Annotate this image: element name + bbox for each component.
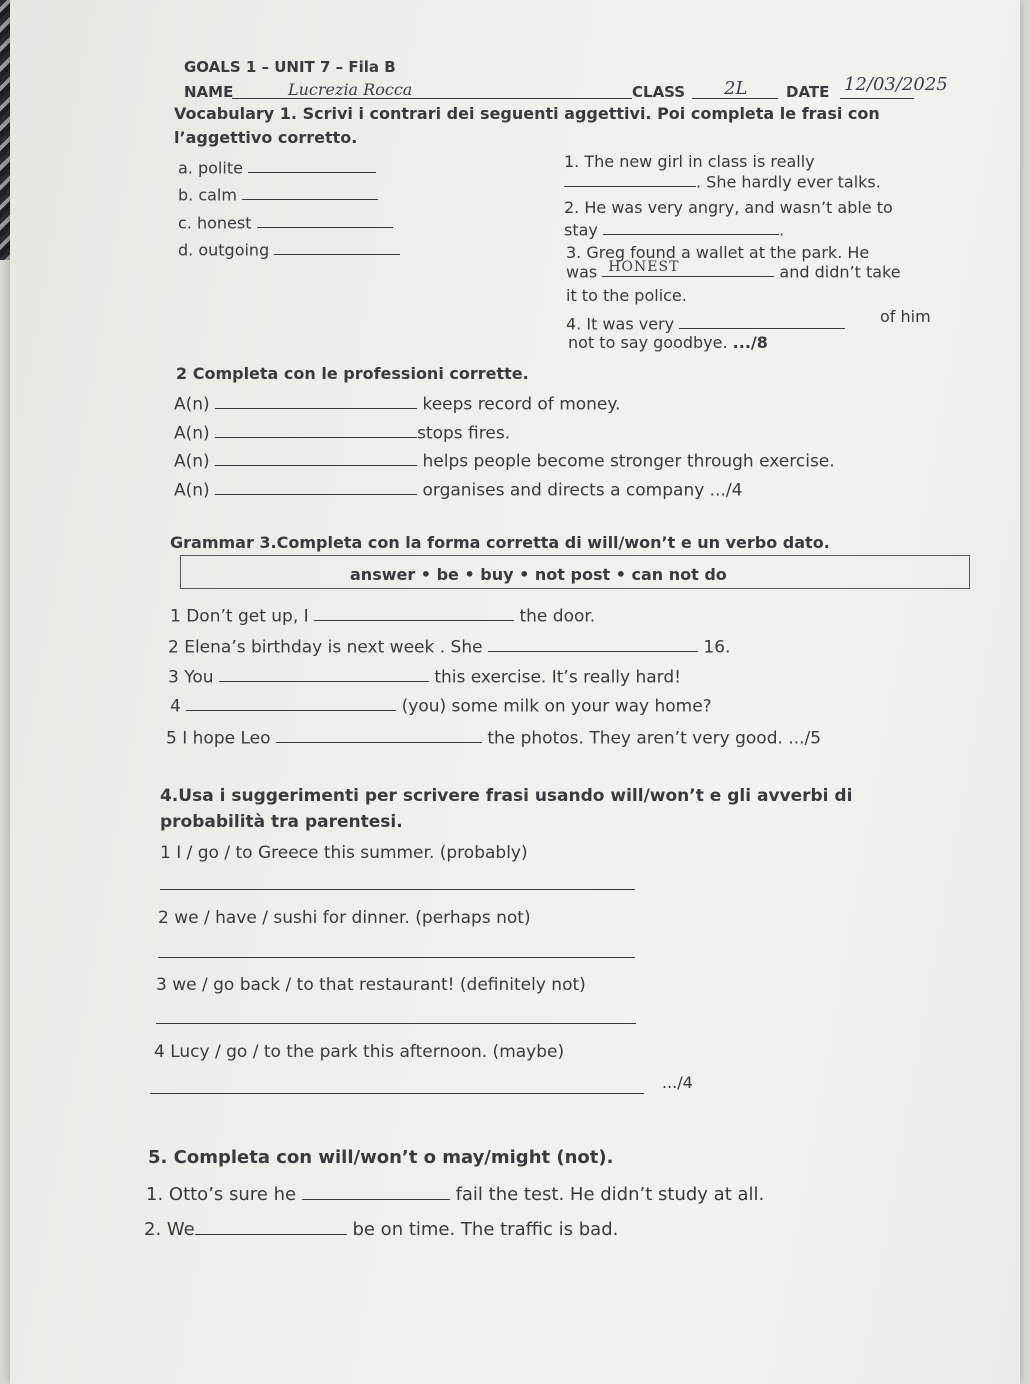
ex1-title-line2: l’aggettivo corretto. — [174, 128, 358, 147]
ex1-word-a: a. polite — [178, 158, 376, 177]
ex3-score: .../5 — [788, 728, 822, 749]
answer-blank[interactable] — [564, 172, 696, 187]
ex4-title-line1: 4.Usa i suggerimenti per scrivere frasi usando will/won’t e gli avverbi di — [160, 786, 853, 806]
ex3-s3: 3 You this exercise. It’s really hard! — [168, 667, 681, 688]
ex3-s1: 1 Don’t get up, I the door. — [170, 606, 596, 627]
ex1-word-d: d. outgoing — [178, 240, 400, 259]
ex1-s1-line2: . She hardly ever talks. — [564, 172, 881, 191]
ex1-word-c: c. honest — [178, 213, 393, 232]
ex2-item-4: A(n) organises and directs a company .../4 — [174, 480, 743, 501]
ex5-s1: 1. Otto’s sure he fail the test. He didn’t study at all. — [146, 1184, 765, 1206]
name-label: NAME — [184, 83, 234, 101]
answer-blank[interactable] — [215, 479, 417, 495]
answer-line[interactable] — [150, 1093, 644, 1094]
ex3-title: Grammar 3.Completa con la forma corretta di will/won’t e un verbo dato. — [170, 533, 830, 552]
ex1-word-b: b. calm — [178, 185, 378, 204]
worksheet-page — [10, 0, 1020, 1384]
answer-blank[interactable] — [215, 422, 417, 438]
answer-blank[interactable] — [215, 393, 417, 409]
ex1-title-line1: Vocabulary 1. Scrivi i contrari dei seguenti aggettivi. Poi completa le frasi con — [174, 104, 880, 123]
class-value: 2L — [724, 78, 748, 99]
answer-blank[interactable] — [603, 220, 779, 235]
wordbox-words: answer • be • buy • not post • can not do — [350, 565, 727, 584]
ex1-s3-answer: HONEST — [608, 259, 680, 275]
answer-blank[interactable] — [602, 259, 774, 277]
answer-blank[interactable] — [186, 695, 396, 711]
ex3-s5: 5 I hope Leo the photos. They aren’t very good. .../5 — [166, 728, 822, 749]
ex5-title: 5. Completa con will/won’t o may/might (not). — [148, 1147, 614, 1168]
answer-blank[interactable] — [242, 185, 378, 200]
worksheet-title: GOALS 1 – UNIT 7 – Fila B — [184, 58, 396, 76]
date-label: DATE — [786, 83, 830, 101]
answer-blank[interactable] — [302, 1183, 450, 1200]
ex1-s2-line2: stay . — [564, 220, 785, 240]
ex3-s4: 4 (you) some milk on your way home? — [170, 696, 712, 717]
ex1-s1-line1: 1. The new girl in class is really — [564, 152, 815, 171]
ex4-item-1: 1 I / go / to Greece this summer. (probably) — [160, 843, 528, 863]
answer-blank[interactable] — [274, 240, 400, 255]
answer-blank[interactable] — [488, 636, 698, 652]
answer-blank[interactable] — [257, 213, 393, 228]
ex2-title: 2 Completa con le professioni corrette. — [176, 364, 529, 383]
ex3-s2: 2 Elena’s birthday is next week . She 16. — [168, 637, 731, 658]
ex1-s4-line1: 4. It was very — [566, 314, 845, 333]
answer-blank[interactable] — [195, 1218, 347, 1235]
ex4-item-2: 2 we / have / sushi for dinner. (perhaps not) — [158, 908, 531, 928]
ex4-score: .../4 — [662, 1073, 693, 1092]
answer-line[interactable] — [158, 957, 635, 958]
ex1-s3-line3: it to the police. — [566, 286, 687, 305]
ex1-s2-line1: 2. He was very angry, and wasn’t able to — [564, 198, 893, 217]
name-value: Lucrezia Rocca — [288, 80, 413, 99]
answer-blank[interactable] — [314, 605, 514, 621]
ex1-s4-of-him: of him — [880, 307, 931, 326]
answer-blank[interactable] — [276, 727, 482, 743]
ex1-s3-line2: was HONEST and didn’t take — [566, 259, 901, 282]
ex2-item-1: A(n) keeps record of money. — [174, 394, 621, 415]
ex4-item-4: 4 Lucy / go / to the park this afternoon. (maybe) — [154, 1042, 565, 1062]
answer-blank[interactable] — [679, 314, 845, 329]
answer-blank[interactable] — [219, 666, 429, 682]
ex1-s3-line1: 3. Greg found a wallet at the park. He — [566, 243, 870, 262]
ex4-title-line2: probabilità tra parentesi. — [160, 812, 403, 832]
class-label: CLASS — [632, 83, 686, 101]
ex2-item-2: A(n) stops fires. — [174, 423, 511, 444]
ex4-item-3: 3 we / go back / to that restaurant! (definitely not) — [156, 975, 586, 995]
ex5-s2: 2. We be on time. The traffic is bad. — [144, 1219, 619, 1241]
answer-line[interactable] — [156, 1023, 636, 1024]
ex1-s4-line2: not to say goodbye. .../8 — [568, 333, 768, 352]
answer-line[interactable] — [160, 889, 635, 890]
ex2-item-3: A(n) helps people become stronger through exercise. — [174, 451, 835, 472]
answer-blank[interactable] — [215, 450, 417, 466]
date-value: 12/03/2025 — [844, 74, 948, 95]
answer-blank[interactable] — [248, 158, 376, 173]
date-line — [840, 98, 914, 99]
ex1-score: .../8 — [732, 333, 768, 352]
